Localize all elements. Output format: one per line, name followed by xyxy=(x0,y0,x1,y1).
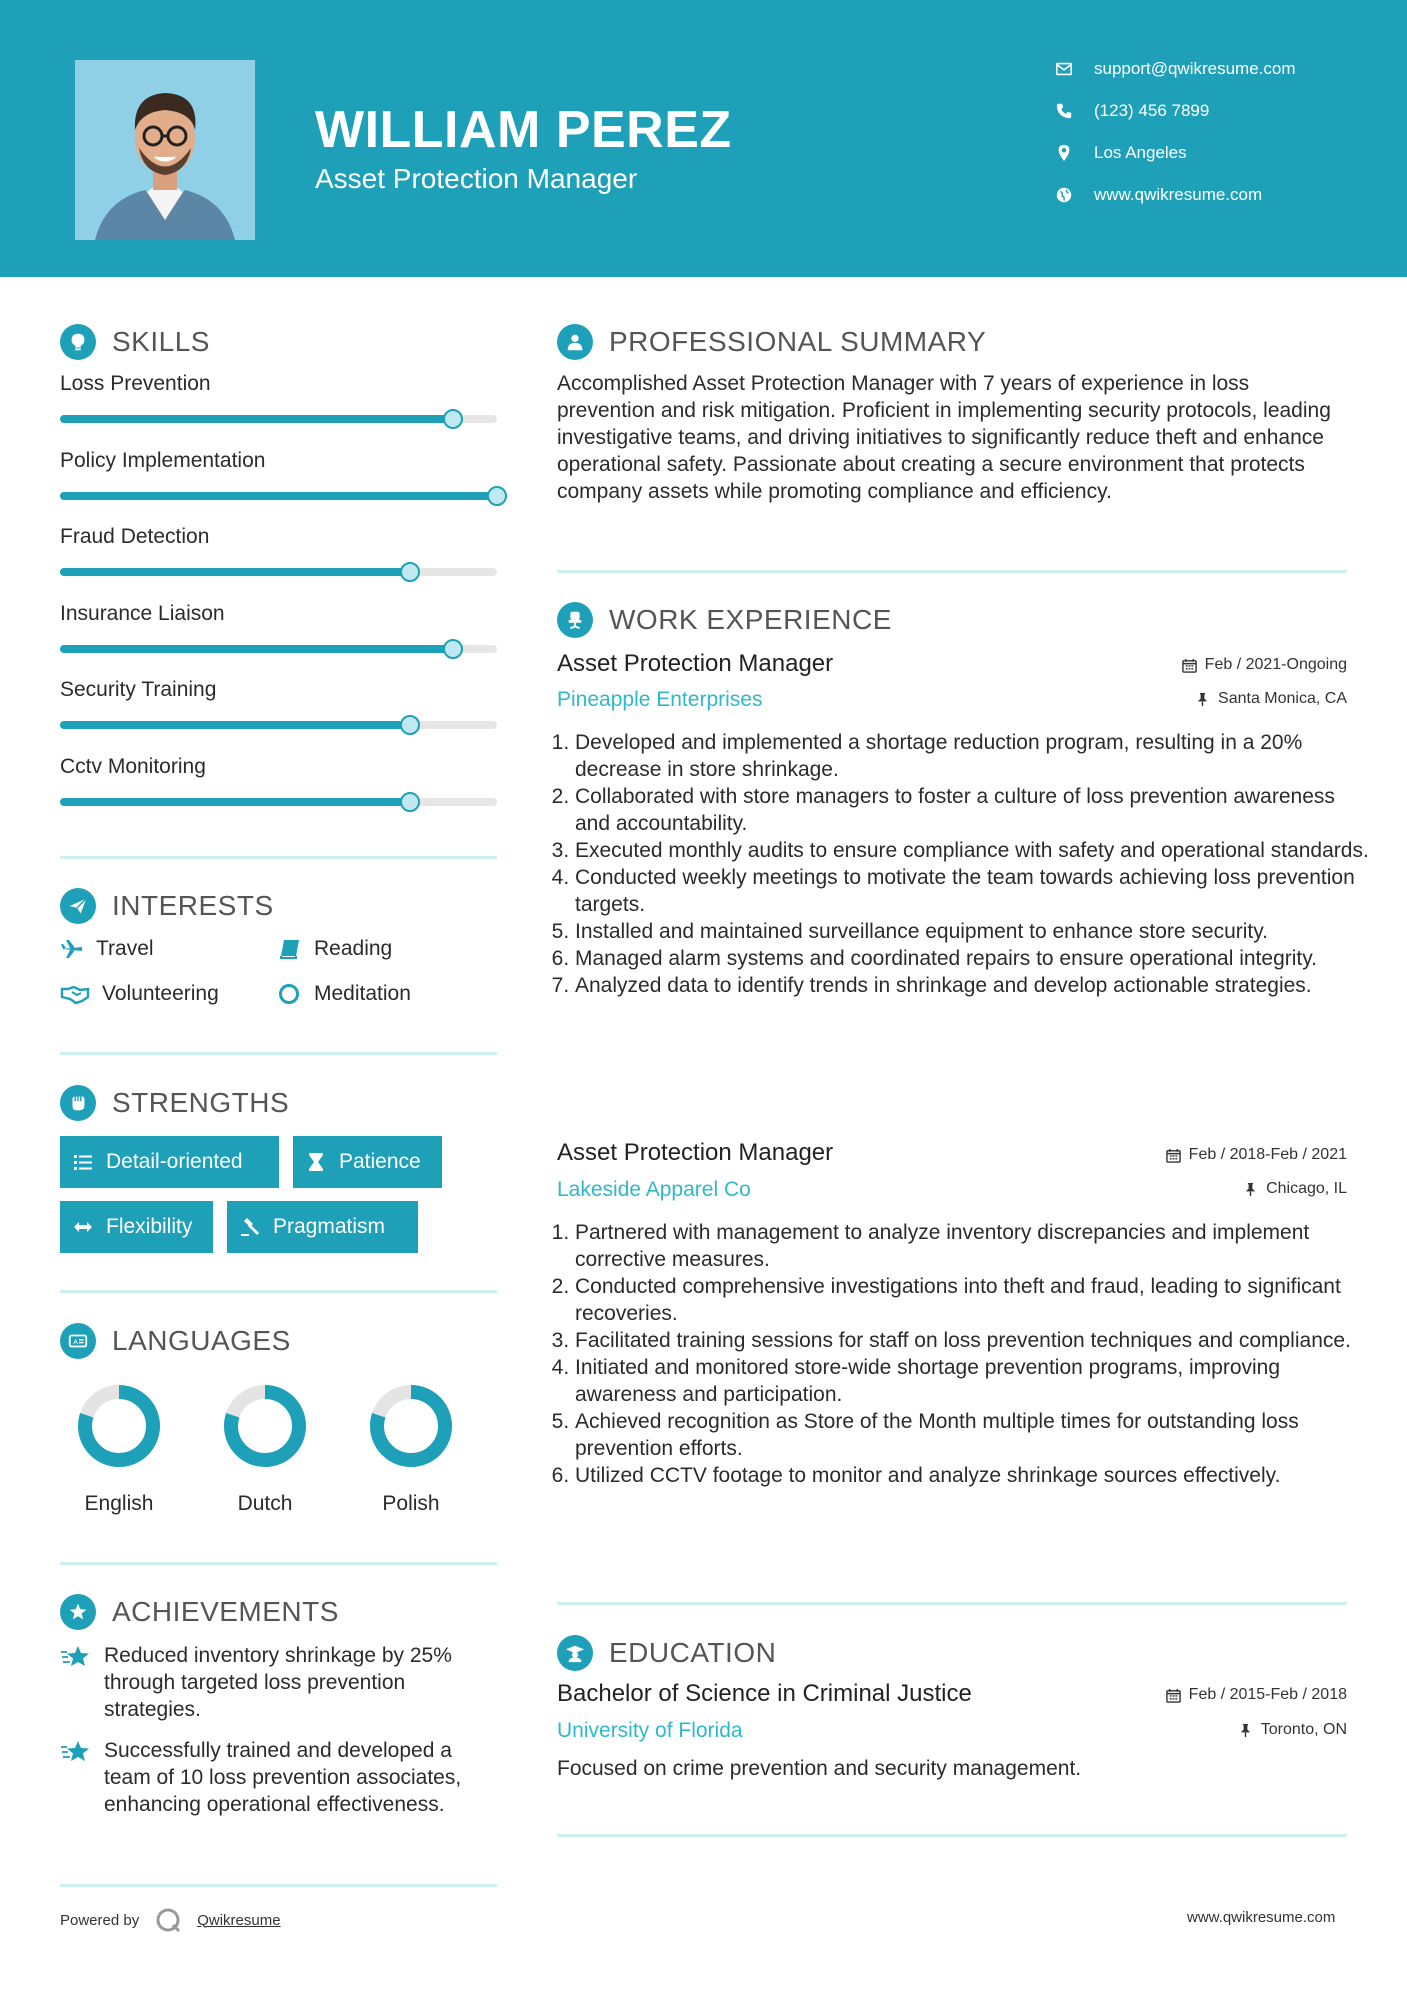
strength-label: Pragmatism xyxy=(273,1215,386,1238)
job-title: Asset Protection Manager xyxy=(557,1139,834,1166)
user-icon xyxy=(557,324,593,360)
job-duty-item: 5. Achieved recognition as Store of the Month multiple times for outstanding loss prevention efforts. xyxy=(575,1408,1370,1462)
language-label: Dutch xyxy=(237,1492,293,1515)
job-duty-item: 1. Partnered with management to analyze inventory discrepancies and implement corrective measures. xyxy=(575,1219,1370,1273)
contact-location-text: Los Angeles xyxy=(1094,143,1187,162)
achievement-text: Successfully trained and developed a team of 10 loss prevention associates, enhancing operational effectiveness. xyxy=(104,1739,462,1816)
language-level-ring xyxy=(369,1384,453,1468)
job-duty-item: 6. Managed alarm systems and coordinated repairs to ensure operational integrity. xyxy=(575,945,1370,972)
job-duty-item: 3. Facilitated training sessions for staff on loss prevention techniques and compliance. xyxy=(575,1327,1370,1354)
education-dates xyxy=(1047,1686,1347,1704)
skill-bar-fill xyxy=(60,721,410,729)
skill-label: Cctv Monitoring xyxy=(60,755,206,778)
candidate-role: Asset Protection Manager xyxy=(315,163,638,194)
divider xyxy=(557,1602,1347,1605)
job-duties-list xyxy=(557,1219,1370,1489)
job-dates xyxy=(1047,1146,1347,1164)
job-location xyxy=(1047,690,1347,708)
experience-heading xyxy=(557,600,892,640)
achievements-title: ACHIEVEMENTS xyxy=(112,1596,339,1627)
contact-website-text: www.qwikresume.com xyxy=(1094,185,1263,204)
interest-label: Reading xyxy=(314,937,393,960)
star-icon xyxy=(60,1644,92,1670)
star-icon xyxy=(60,1739,92,1765)
experience-title: WORK EXPERIENCE xyxy=(609,604,892,635)
job-duty-item: 6. Utilized CCTV footage to monitor and analyze shrinkage sources effectively. xyxy=(575,1462,1370,1489)
job-location-text: Chicago, IL xyxy=(1266,1180,1347,1197)
language-label: English xyxy=(84,1492,154,1515)
hourglass-icon xyxy=(305,1151,327,1173)
award-star-icon xyxy=(60,1594,96,1630)
education-title: EDUCATION xyxy=(609,1637,777,1668)
handshake-icon xyxy=(60,983,90,1005)
footer-powered-by xyxy=(60,1905,281,1935)
achievement-text: Reduced inventory shrinkage by 25% through targeted loss prevention strategies. xyxy=(104,1644,452,1721)
language-item xyxy=(215,1384,315,1516)
powered-by-text: Powered by xyxy=(60,1911,140,1929)
pushpin-icon xyxy=(1243,1182,1258,1197)
skill-bar-fill xyxy=(60,645,453,653)
degree-title: Bachelor of Science in Criminal Justice xyxy=(557,1680,972,1707)
skill-bar-knob xyxy=(400,562,420,582)
company-name: Lakeside Apparel Co xyxy=(557,1178,751,1201)
divider xyxy=(60,1052,497,1055)
interest-item-reading xyxy=(278,934,392,964)
interest-item-volunteering xyxy=(60,979,219,1009)
skill-label: Loss Prevention xyxy=(60,372,211,395)
language-icon xyxy=(60,1323,96,1359)
contact-website[interactable] xyxy=(1055,180,1262,210)
phone-icon xyxy=(1055,102,1073,120)
envelope-icon xyxy=(1055,60,1073,78)
school-name: University of Florida xyxy=(557,1719,743,1742)
divider xyxy=(60,856,497,859)
job-duty-item: 7. Analyzed data to identify trends in shrinkage and develop actionable strategies. xyxy=(575,972,1370,999)
arrows-horizontal-icon xyxy=(72,1216,94,1238)
skill-bar-knob xyxy=(487,486,507,506)
interest-item-travel xyxy=(60,934,154,964)
skill-bar xyxy=(60,798,497,806)
job-dates xyxy=(1047,656,1347,674)
interests-title: INTERESTS xyxy=(112,890,274,921)
skill-bar xyxy=(60,568,497,576)
skill-bar-knob xyxy=(400,792,420,812)
calendar-icon xyxy=(1166,1148,1181,1163)
gavel-icon xyxy=(239,1216,261,1238)
skill-bar-knob xyxy=(443,409,463,429)
graduate-icon xyxy=(557,1635,593,1671)
skill-bar-fill xyxy=(60,492,497,500)
skill-bar-knob xyxy=(443,639,463,659)
skill-bar xyxy=(60,721,497,729)
strength-label: Detail-oriented xyxy=(106,1150,243,1173)
contact-location xyxy=(1055,138,1187,168)
education-location-text: Toronto, ON xyxy=(1260,1721,1347,1738)
interests-heading xyxy=(60,886,274,926)
contact-email-text: support@qwikresume.com xyxy=(1094,59,1296,78)
language-level-ring xyxy=(223,1384,307,1468)
education-description: Focused on crime prevention and security management. xyxy=(557,1757,1082,1780)
qwikresume-link[interactable]: Qwikresume xyxy=(197,1911,281,1929)
divider xyxy=(60,1290,497,1293)
office-chair-icon xyxy=(557,602,593,638)
candidate-name: WILLIAM PEREZ xyxy=(315,101,732,159)
summary-heading xyxy=(557,322,986,362)
skill-bar xyxy=(60,492,497,500)
skill-label: Insurance Liaison xyxy=(60,602,225,625)
languages-heading xyxy=(60,1321,291,1361)
summary-text: Accomplished Asset Protection Manager with 7 years of experience in loss prevention and risk mitigation. Proficient in implementing security protocols, leading investigative teams, and driving initiatives to significantly reduce theft and enhance operational safety. Passionate about creating a secure environment that protects company assets while promoting compliance and efficiency. xyxy=(557,372,1331,503)
job-dates-text: Feb / 2018-Feb / 2021 xyxy=(1188,1146,1347,1163)
education-heading xyxy=(557,1633,776,1673)
calendar-icon xyxy=(1166,1688,1181,1703)
strength-chip-flexibility xyxy=(60,1201,213,1253)
language-level-ring xyxy=(77,1384,161,1468)
strengths-title: STRENGTHS xyxy=(112,1087,290,1118)
interest-label: Meditation xyxy=(314,982,411,1005)
contact-phone-text: (123) 456 7899 xyxy=(1094,101,1210,120)
lightbulb-icon xyxy=(60,324,96,360)
interest-label: Travel xyxy=(96,937,154,960)
language-item xyxy=(69,1384,169,1516)
interest-item-meditation xyxy=(278,979,411,1009)
pushpin-icon xyxy=(1238,1723,1253,1738)
achievement-item xyxy=(60,1737,494,1818)
strength-label: Patience xyxy=(339,1150,421,1173)
strength-chip-detail-oriented xyxy=(60,1136,279,1188)
profile-photo xyxy=(75,60,255,240)
company-name: Pineapple Enterprises xyxy=(557,688,763,711)
job-duty-item: 5. Installed and maintained surveillance equipment to enhance store security. xyxy=(575,918,1370,945)
strength-chip-pragmatism xyxy=(227,1201,418,1253)
divider xyxy=(60,1884,497,1887)
skills-title: SKILLS xyxy=(112,326,210,357)
job-location xyxy=(1047,1180,1347,1198)
paper-plane-icon xyxy=(60,888,96,924)
skill-bar xyxy=(60,645,497,653)
job-duty-item: 2. Conducted comprehensive investigations into theft and fraud, leading to significant recoveries. xyxy=(575,1273,1370,1327)
map-pin-icon xyxy=(1055,144,1073,162)
language-item xyxy=(361,1384,461,1516)
skill-label: Security Training xyxy=(60,678,217,701)
pushpin-icon xyxy=(1195,692,1210,707)
job-dates-text: Feb / 2021-Ongoing xyxy=(1204,656,1347,673)
skill-bar-fill xyxy=(60,415,453,423)
job-duty-item: 4. Initiated and monitored store-wide shortage prevention programs, improving awareness and participation. xyxy=(575,1354,1370,1408)
languages-title: LANGUAGES xyxy=(112,1325,291,1356)
contact-email[interactable] xyxy=(1055,54,1296,84)
globe-icon xyxy=(1055,186,1073,204)
strengths-heading xyxy=(60,1083,289,1123)
education-dates-text: Feb / 2015-Feb / 2018 xyxy=(1188,1686,1347,1703)
skill-bar-fill xyxy=(60,798,410,806)
svg-text:A: A xyxy=(73,1338,78,1347)
book-icon xyxy=(278,938,302,960)
skill-bar xyxy=(60,415,497,423)
divider xyxy=(557,570,1347,573)
job-duty-item: 4. Conducted weekly meetings to motivate the team towards achieving loss prevention targets. xyxy=(575,864,1370,918)
divider xyxy=(60,1562,497,1565)
job-location-text: Santa Monica, CA xyxy=(1218,690,1347,707)
job-title: Asset Protection Manager xyxy=(557,650,834,677)
achievements-heading xyxy=(60,1592,339,1632)
list-icon xyxy=(72,1151,94,1173)
skill-bar-knob xyxy=(400,715,420,735)
skill-label: Fraud Detection xyxy=(60,525,210,548)
contact-phone[interactable] xyxy=(1055,96,1209,126)
job-duties-list xyxy=(557,729,1370,999)
summary-title: PROFESSIONAL SUMMARY xyxy=(609,326,987,357)
circle-icon xyxy=(278,983,302,1005)
skill-bar-fill xyxy=(60,568,410,576)
plane-icon xyxy=(60,938,84,960)
divider xyxy=(557,1834,1347,1837)
footer-website[interactable]: www.qwikresume.com xyxy=(1187,1909,1336,1926)
qwikresume-logo-icon xyxy=(153,1905,183,1935)
skill-label: Policy Implementation xyxy=(60,449,266,472)
job-duty-item: 1. Developed and implemented a shortage reduction program, resulting in a 20% decrease in store shrinkage. xyxy=(575,729,1370,783)
language-label: Polish xyxy=(382,1492,440,1515)
fist-icon xyxy=(60,1085,96,1121)
calendar-icon xyxy=(1182,658,1197,673)
strength-label: Flexibility xyxy=(106,1215,193,1238)
job-duty-item: 3. Executed monthly audits to ensure compliance with safety and operational standards. xyxy=(575,837,1370,864)
interest-label: Volunteering xyxy=(102,982,219,1005)
education-location xyxy=(1047,1721,1347,1739)
skills-heading xyxy=(60,322,210,362)
strength-chip-patience xyxy=(293,1136,442,1188)
job-duty-item: 2. Collaborated with store managers to foster a culture of loss prevention awareness and accountability. xyxy=(575,783,1370,837)
achievement-item xyxy=(60,1642,494,1723)
